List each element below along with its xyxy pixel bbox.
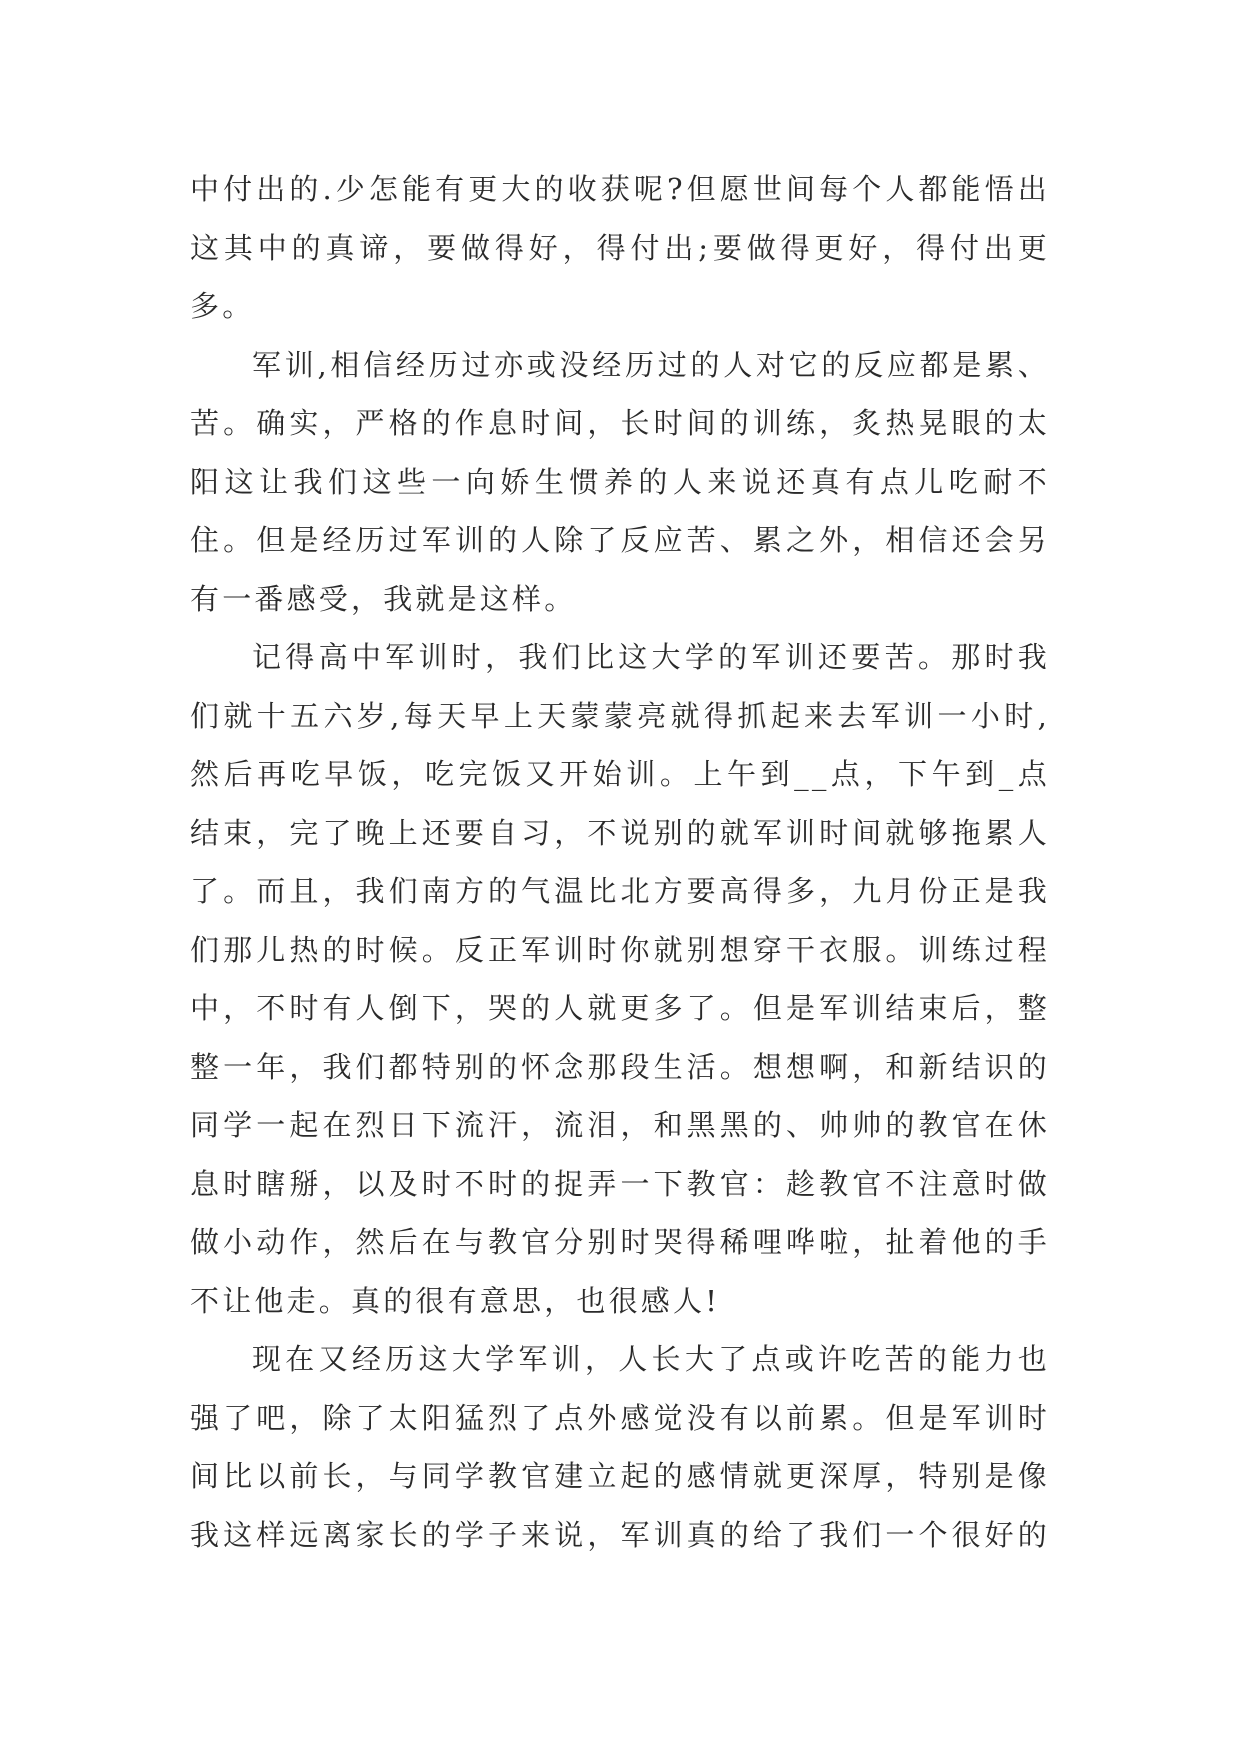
text-line: 整一年，我们都特别的怀念那段生活。想想啊，和新结识的 xyxy=(190,1049,1050,1084)
text-line: 这其中的真谛，要做得好，得付出;要做得更好，得付出更 xyxy=(190,230,1050,265)
text-line: 同学一起在烈日下流汗，流泪，和黑黑的、帅帅的教官在休 xyxy=(190,1108,1050,1142)
text-line: 军训,相信经历过亦或没经历过的人对它的反应都是累、 xyxy=(252,347,1050,382)
text-line: 强了吧，除了太阳猛烈了点外感觉没有以前累。但是军训时 xyxy=(190,1400,1050,1435)
text-line: 间比以前长，与同学教官建立起的感情就更深厚，特别是像 xyxy=(190,1459,1050,1493)
paragraph-1 xyxy=(190,160,1050,336)
paragraph-2 xyxy=(190,336,1050,629)
text-line: 中付出的.少怎能有更大的收获呢?但愿世间每个人都能悟出 xyxy=(190,172,1050,206)
text-line: 我这样远离家长的学子来说，军训真的给了我们一个很好的 xyxy=(190,1517,1050,1552)
text-line: 现在又经历这大学军训，人长大了点或许吃苦的能力也 xyxy=(252,1342,1050,1376)
paragraph-4 xyxy=(190,1330,1050,1564)
paragraph-3 xyxy=(190,628,1050,1330)
text-line: 做小动作，然后在与教官分别时哭得稀哩哗啦，扯着他的手 xyxy=(190,1225,1050,1259)
text-line: 结束，完了晚上还要自习，不说别的就军训时间就够拖累人 xyxy=(190,815,1050,850)
text-line: 们就十五六岁,每天早上天蒙蒙亮就得抓起来去军训一小时, xyxy=(190,698,1050,733)
text-line: 阳这让我们这些一向娇生惯养的人来说还真有点儿吃耐不 xyxy=(190,464,1050,499)
text-line: 息时瞎掰，以及时不时的捉弄一下教官：趁教官不注意时做 xyxy=(190,1166,1050,1201)
text-line: 然后再吃早饭，吃完饭又开始训。上午到__点，下午到_点 xyxy=(190,757,1050,791)
text-line: 中，不时有人倒下，哭的人就更多了。但是军训结束后，整 xyxy=(190,991,1050,1025)
text-line: 不让他走。真的很有意思，也很感人! xyxy=(190,1283,721,1318)
text-line: 住。但是经历过军训的人除了反应苦、累之外，相信还会另 xyxy=(190,523,1050,557)
text-line: 苦。确实，严格的作息时间，长时间的训练，炙热晃眼的太 xyxy=(190,406,1050,440)
text-line: 记得高中军训时，我们比这大学的军训还要苦。那时我 xyxy=(252,640,1050,674)
text-line: 了。而且，我们南方的气温比北方要高得多，九月份正是我 xyxy=(190,874,1050,908)
text-line: 们那儿热的时候。反正军训时你就别想穿干衣服。训练过程 xyxy=(190,932,1050,967)
document-body xyxy=(190,160,1050,1564)
text-line: 多。 xyxy=(190,289,255,323)
text-line: 有一番感受，我就是这样。 xyxy=(190,581,577,616)
